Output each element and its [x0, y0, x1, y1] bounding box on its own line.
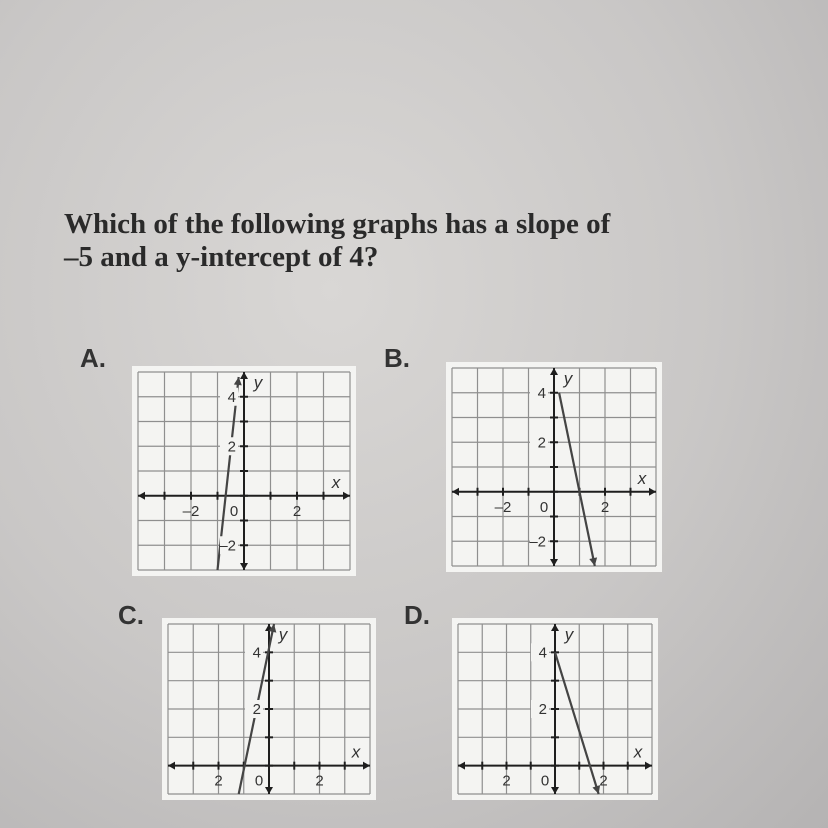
- x-axis-label: x: [351, 742, 361, 762]
- option-d-label: D.: [404, 600, 430, 630]
- graph-c-svg: [162, 618, 376, 800]
- y-tick-label: 2: [537, 434, 546, 452]
- x-tick-label: 0: [540, 772, 550, 790]
- x-tick-label: 2: [214, 772, 223, 790]
- y-axis-label: y: [253, 373, 263, 392]
- x-tick-label: –2: [182, 502, 200, 520]
- y-axis-arrow-down: [240, 563, 248, 570]
- x-tick-label: 2: [292, 502, 302, 520]
- y-axis-arrow-down: [550, 559, 558, 566]
- x-axis-arrow-right: [649, 488, 656, 496]
- x-axis-label: x: [637, 468, 647, 488]
- option-a-label: A.: [80, 343, 106, 373]
- x-tick-label: 0: [539, 498, 549, 516]
- graph-b[interactable]: [446, 362, 662, 572]
- graph-d-svg: [452, 618, 658, 800]
- x-axis-arrow-left: [458, 762, 465, 770]
- x-tick-label: 0: [229, 502, 239, 520]
- graph-c[interactable]: [162, 618, 376, 800]
- option-b-label: B.: [384, 343, 410, 373]
- y-axis-arrow-down: [265, 787, 273, 794]
- graph-b-svg: [446, 362, 662, 572]
- question-line-1: Which of the following graphs has a slope of: [64, 208, 611, 240]
- option-c-label: C.: [118, 600, 144, 630]
- y-axis-label: y: [564, 625, 574, 644]
- x-axis-label: x: [633, 742, 643, 762]
- graph-a-svg: [132, 366, 356, 576]
- y-tick-label: –2: [529, 533, 546, 551]
- x-tick-label: 2: [315, 772, 324, 790]
- plotted-line-d: [555, 652, 599, 794]
- y-tick-label: 4: [227, 388, 236, 406]
- x-tick-label: 2: [600, 498, 610, 516]
- x-axis-arrow-right: [343, 492, 350, 500]
- x-tick-label: 0: [254, 772, 264, 790]
- y-axis-label: y: [278, 625, 288, 644]
- graph-a[interactable]: [132, 366, 356, 576]
- y-tick-label: 2: [227, 438, 236, 456]
- x-axis-label: x: [331, 472, 341, 492]
- y-tick-label: 2: [252, 701, 261, 718]
- y-tick-label: –2: [219, 537, 236, 555]
- y-axis-arrow-up: [240, 372, 248, 379]
- x-axis-arrow-left: [138, 492, 145, 500]
- y-tick-label: 4: [252, 644, 261, 662]
- y-axis-arrow-up: [550, 368, 558, 375]
- y-tick-label: 4: [537, 384, 546, 402]
- x-tick-label: –2: [494, 498, 512, 516]
- x-axis-arrow-left: [168, 762, 175, 770]
- x-tick-label: 2: [502, 772, 511, 790]
- y-axis-arrow-up: [551, 624, 559, 631]
- x-axis-arrow-right: [363, 762, 370, 770]
- y-axis-label: y: [563, 369, 573, 388]
- question-text: [64, 208, 744, 274]
- x-axis-arrow-right: [645, 762, 652, 770]
- y-axis-arrow-down: [551, 787, 559, 794]
- graph-d[interactable]: [452, 618, 658, 800]
- plotted-line-b: [559, 393, 595, 566]
- y-tick-label: 4: [538, 644, 547, 662]
- x-tick-label: 2: [599, 772, 608, 790]
- y-tick-label: 2: [538, 701, 547, 718]
- x-axis-arrow-left: [452, 488, 459, 496]
- question-line-2: –5 and a y-intercept of 4?: [64, 241, 379, 273]
